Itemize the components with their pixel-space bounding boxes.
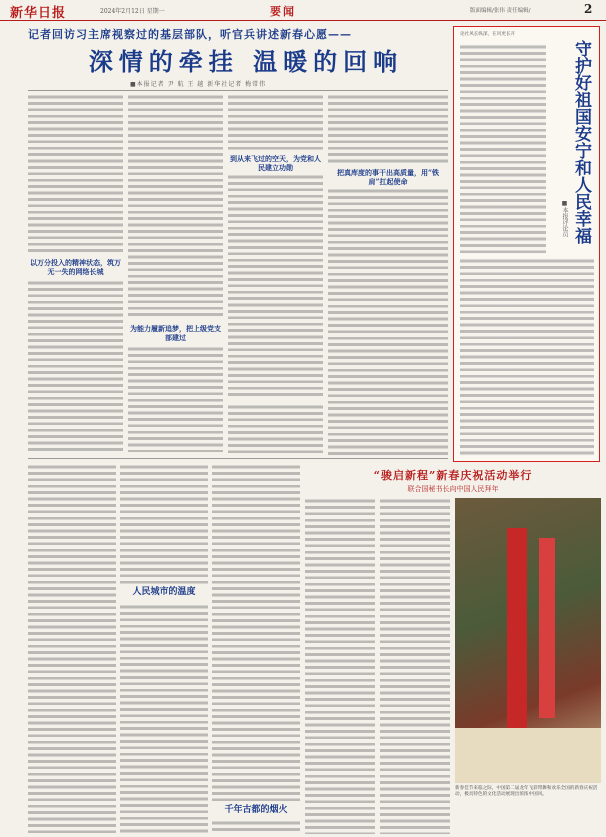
text-column: [460, 44, 546, 254]
text-column: [120, 604, 208, 834]
text-column: [328, 188, 448, 456]
opinion-kicker: 论社风长纵深，在风更长开: [460, 32, 516, 37]
divider: [28, 458, 448, 459]
text-column: [28, 464, 116, 834]
text-column: [212, 464, 300, 804]
section-subhead: 把真库度的事干出高质量，用“铁肩”扛起使命: [336, 168, 440, 186]
section-title: 要闻: [270, 5, 296, 18]
section-subhead: 人民城市的温度: [132, 587, 196, 597]
section-subhead: 为能力履新追梦，把上级党支部建过: [130, 324, 221, 342]
section-subhead: 千年古都的烟火: [224, 805, 288, 815]
text-column: [228, 404, 323, 456]
text-column: [328, 94, 448, 164]
section-subhead: 到从来飞过的空天，为党和人民建立功勋: [230, 154, 321, 172]
text-column: [120, 464, 208, 584]
editor-credit: 版面编辑/张伟 责任编辑/: [470, 8, 531, 14]
text-column: [228, 94, 323, 152]
text-column: [28, 280, 123, 452]
article-kicker: 记者回访习主席视察过的基层部队，听官兵讲述新春心愿——: [28, 28, 352, 41]
text-column: [128, 94, 223, 319]
article-headline: 深情的牵挂 温暖的回响: [88, 47, 404, 76]
opinion-title: 守护好祖国安宁和人民幸福: [571, 40, 591, 244]
text-column: [28, 94, 123, 254]
text-column: [212, 820, 300, 834]
text-column: [380, 498, 450, 834]
photo-caption: 新春佳节来临之际，中国第二届龙年飞彩带舞和欢乐全国的新春庆祝活动，极具特色的文化活动展现出浓浓中国风。: [455, 786, 598, 797]
text-column: [305, 498, 375, 834]
article-byline: ■本报记者 尹 航 王 越 新华社记者 梅常伟: [130, 81, 267, 88]
text-column: [460, 258, 594, 456]
page-number: 2: [584, 2, 593, 16]
text-column: [128, 346, 223, 452]
section-subhead: 以万分投入的精神状态，筑万无一失的网络长城: [30, 258, 121, 276]
feature-headline: “骏启新程”新春庆祝活动举行: [373, 469, 533, 482]
opinion-author: ■本报评论员: [561, 200, 568, 237]
feature-subtitle: 联合国秘书长向中国人民拜年: [407, 485, 499, 493]
feature-photo: [455, 498, 601, 783]
issue-date: 2024年2月12日 星期一: [100, 8, 165, 15]
divider: [28, 90, 448, 91]
newspaper-logo: 新华日报: [10, 6, 67, 21]
text-column: [228, 174, 323, 399]
